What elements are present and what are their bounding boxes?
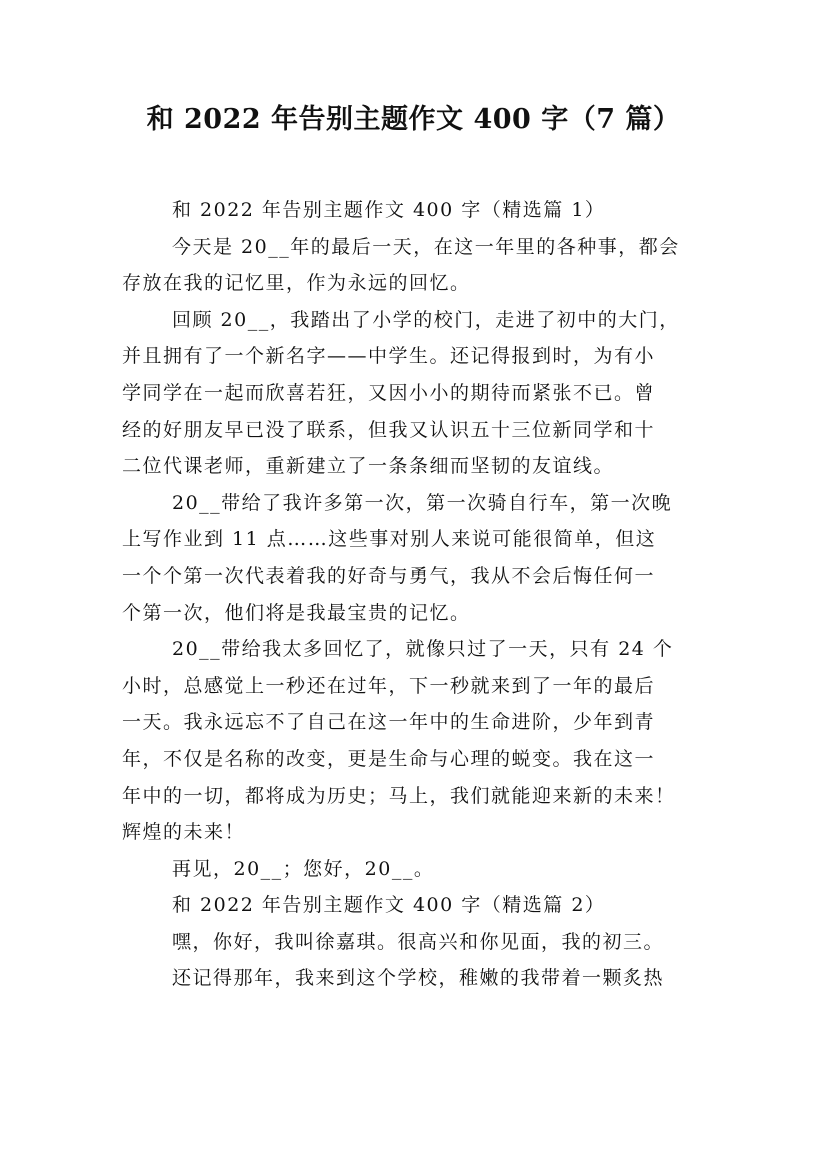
paragraph-line: 20__带给我太多回忆了，就像只过了一天，只有 24 个: [172, 638, 674, 661]
paragraph-line: 还记得那年，我来到这个学校，稚嫩的我带着一颗炙热: [172, 967, 665, 990]
paragraph-line: 经的好朋友早已没了联系，但我又认识五十三位新同学和十: [122, 418, 656, 441]
paragraph-line: 并且拥有了一个新名字——中学生。还记得报到时，为有小: [122, 345, 656, 368]
section-heading: 和 2022 年告别主题作文 400 字（精选篇 1）: [172, 199, 606, 221]
paragraph-line: 年中的一切，都将成为历史；马上，我们就能迎来新的未来！: [122, 784, 676, 807]
paragraph-line: 一天。我永远忘不了自己在这一年中的生命进阶，少年到青: [122, 711, 656, 734]
paragraph-line: 个第一次，他们将是我最宝贵的记忆。: [122, 601, 471, 624]
paragraph-line: 再见，20__；您好，20__。: [172, 857, 435, 880]
document-body: [122, 192, 712, 997]
paragraph-line: 今天是 20__年的最后一天，在这一年里的各种事，都会: [172, 235, 680, 258]
paragraph-line: 年，不仅是名称的改变，更是生命与心理的蜕变。我在这一: [122, 747, 656, 770]
paragraph-line: 二位代课老师，重新建立了一条条细而坚韧的友谊线。: [122, 455, 615, 478]
paragraph-line: 学同学在一起而欣喜若狂，又因小小的期待而紧张不已。曾: [122, 381, 656, 404]
paragraph-line: 辉煌的未来！: [122, 821, 246, 844]
paragraph-line: 存放在我的记忆里，作为永远的回忆。: [122, 272, 471, 295]
paragraph-line: 上写作业到 11 点……这些事对别人来说可能很简单，但这: [122, 528, 657, 551]
paragraph-line: 一个个第一次代表着我的好奇与勇气，我从不会后悔任何一: [122, 564, 656, 587]
document-title: 和 2022 年告别主题作文 400 字（7 篇）: [146, 104, 681, 135]
paragraph-line: 小时，总感觉上一秒还在过年，下一秒就来到了一年的最后: [122, 674, 656, 697]
paragraph-line: 20__带给了我许多第一次，第一次骑自行车，第一次晚: [172, 491, 673, 514]
paragraph-line: 回顾 20__，我踏出了小学的校门，走进了初中的大门，: [172, 308, 680, 331]
paragraph-line: 嘿，你好，我叫徐嘉琪。很高兴和你见面，我的初三。: [172, 930, 665, 953]
section-heading: 和 2022 年告别主题作文 400 字（精选篇 2）: [172, 894, 606, 917]
